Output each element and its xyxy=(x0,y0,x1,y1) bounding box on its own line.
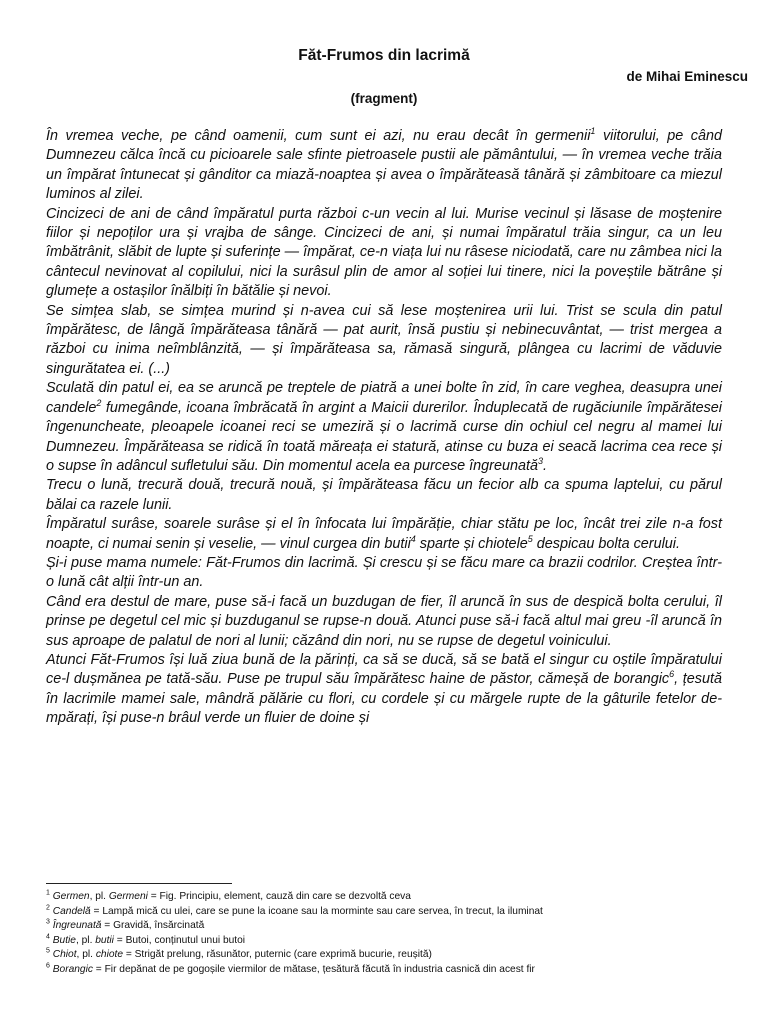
footnote-definition: = Fir depănat de pe gogoșile viermilor de mătase, țesătură făcută în industria casnică din acest fir xyxy=(92,963,535,975)
paragraph-text: În vremea veche, pe când oamenii, cum sunt ei azi, nu erau decât în germenii xyxy=(46,128,591,144)
footnote-plural-label: , pl. xyxy=(76,949,96,961)
paragraph-text: Atunci Făt-Frumos își luă ziua bună de la părinți, ca să se ducă, să se bată el singur cu oștile împăratului ce-l dușmănea pe tată-său. Puse pe trupul său împărătesc haine de păstor, cămeșă de borangic xyxy=(46,651,722,688)
footnote-ref: 2 xyxy=(96,397,102,408)
document-subtitle: (fragment) xyxy=(350,91,418,106)
footnote-number: 4 xyxy=(46,933,50,941)
paragraph xyxy=(46,651,722,729)
paragraph xyxy=(46,302,722,380)
paragraph xyxy=(46,515,722,554)
footnote-plural-label: , pl. xyxy=(89,891,109,902)
footnote-ref: 1 xyxy=(590,126,596,137)
document-author: de Mihai Eminescu xyxy=(626,69,748,84)
footnote-ref: 4 xyxy=(410,533,416,544)
footnote-ref: 3 xyxy=(538,456,544,467)
paragraph xyxy=(46,476,722,515)
paragraph-text: Când era destul de mare, puse să-i facă un buzdugan de fier, îl aruncă în sus de despică bolta cerului, îl prinse pe degetul cel mic și buzduganul se rupse-n două. Atunci puse să-i facă altul mai greu -îl aruncă în sus aproape de palatul de nori al lunii; căzând din nori, nu se rupse de degetul voinicului. xyxy=(46,593,722,649)
paragraph-text: Și-i puse mama numele: Făt-Frumos din lacrimă. Și crescu și se făcu mare ca brazii codrilor. Creștea într-o lună cât alții într-un an. xyxy=(46,554,722,591)
story-body xyxy=(46,127,722,729)
footnote-plural-label: , pl. xyxy=(75,934,96,946)
paragraph-text: Cincizeci de ani de când împăratul purta război c-un vecin al lui. Murise vecinul și lăsase de moștenire fiilor și nepoților ura și vrajba de sânge. Cincizeci de ani, și numai împăratul trăia singur, ca un leu îmbătrânit, slăbit de lupte și suferințe — împărat, ce-n viața lui nu râsese niciodată, care nu zâmbea nici la cântecul nevinovat al copilului, nici la surâsul plin de amor al soției lui tinere, nici la poveștile bătrâne și glumețe a ostașilor înălbiți în bătălie și nevoi. xyxy=(46,205,722,300)
footnote-ref: 5 xyxy=(527,533,533,544)
paragraph xyxy=(46,379,722,476)
paragraph xyxy=(46,127,722,205)
footnote-term: Butie xyxy=(52,934,76,946)
footnote-term: Borangic xyxy=(52,963,93,975)
footnote-definition: = Lampă mică cu ulei, care se pune la icoane sau la morminte sau care servea, în trecut, la iluminat xyxy=(90,905,543,917)
paragraph-text: Sculată din patul ei, ea se aruncă pe treptele de piatră a unei bolte în zid, în care veghea, deasupra unei candele xyxy=(46,380,722,416)
footnote xyxy=(46,963,736,978)
footnote-definition: = Gravidă, însărcinată xyxy=(101,920,205,932)
footnote-plural-term: Germeni xyxy=(108,891,148,902)
footnote-definition: = Butoi, conținutul unui butoi xyxy=(113,934,246,946)
footnote-number: 6 xyxy=(46,962,50,970)
footnote-plural-term: butii xyxy=(95,934,114,946)
paragraph xyxy=(46,554,722,593)
paragraph xyxy=(46,593,722,651)
paragraph-text: , țesută în lacrimile mamei sale, mândră pălărie cu flori, cu cordele și cu mărgele rupte de la gâturile fetelor de-mpărați, își puse-n brâul verde un fluier de doine și xyxy=(46,671,722,727)
footnote-number: 1 xyxy=(46,889,50,897)
footnote-definition: = Fig. Principiu, element, cauză din care se dezvoltă ceva xyxy=(147,891,411,902)
footnotes xyxy=(46,890,736,978)
footnote xyxy=(46,890,736,905)
footnote-divider xyxy=(46,883,232,884)
footnote-term: Candelă xyxy=(52,905,91,917)
footnote-number: 2 xyxy=(46,904,50,912)
footnote-term: Germen xyxy=(52,891,90,902)
footnote xyxy=(46,919,736,934)
paragraph-text: fumegânde, icoana îmbrăcată în argint a Maicii durerilor. Înduplecată de rugăciunile împărătesei îngenuncheate, pleoapele icoanei reci se umeziră și o lacrimă curse din ochiul cel negru al mamei lui Dumnezeu. Împărăteasa se ridică în toată măreața ei statură, atinse cu buza ei seacă lacrima cea rece și o supse în adâncul sufletului său. Din momentul acela ea purcese îngreunată xyxy=(46,399,722,474)
paragraph-text: Împăratul surâse, soarele surâse și el în înfocata lui împărăție, chiar stătu pe loc, încât trei zile n-a fost noapte, ci numai senin și veselie, — vinul curgea din butii xyxy=(46,516,722,552)
paragraph xyxy=(46,205,722,302)
footnote-plural-term: chiote xyxy=(95,949,123,961)
document-title: Făt-Frumos din lacrimă xyxy=(298,47,470,64)
footnote-number: 3 xyxy=(46,918,50,926)
footnote-number: 5 xyxy=(46,947,50,955)
paragraph-text: Se simțea slab, se simțea murind și n-avea cui să lese moștenirea urii lui. Trist se scula din patul împărătesc, de lângă împărăteasa tânără — pat aurit, însă pustiu și nebinecuvântat, — trist mergea a război cu inima neîmblânzită, — și împărăteasa sa, rămasă singură, plângea cu lacrimi de văduvie singurătatea ei. (...) xyxy=(46,302,722,377)
footnote-term: Îngreunată xyxy=(52,920,102,932)
footnote xyxy=(46,948,736,963)
paragraph-text: viitorului, pe când Dumnezeu călca încă cu picioarele sale sfinte pietroasele pustii ale pământului, — în vremea veche trăia un împărat întunecat și gânditor ca miază-noaptea și avea o împărăteasă tânără și zâmbitoare ca miezul luminos al zilei. xyxy=(46,128,722,203)
footnote-ref: 6 xyxy=(669,669,675,680)
paragraph-text: Trecu o lună, trecură două, trecură nouă, și împărăteasa făcu un fecior alb ca spuma laptelui, cu părul bălai ca razele lunii. xyxy=(46,477,722,513)
document-page xyxy=(46,0,748,1024)
footnote xyxy=(46,905,736,920)
paragraph-text: sparte și chiotele xyxy=(415,535,528,552)
footnote-definition: = Strigăt prelung, răsunător, puternic (care exprimă bucurie, reușită) xyxy=(123,949,432,961)
footnote xyxy=(46,934,736,949)
paragraph-text: despicau bolta cerului. xyxy=(532,535,680,552)
footnote-term: Chiot xyxy=(52,949,77,961)
paragraph-text: . xyxy=(543,457,548,474)
